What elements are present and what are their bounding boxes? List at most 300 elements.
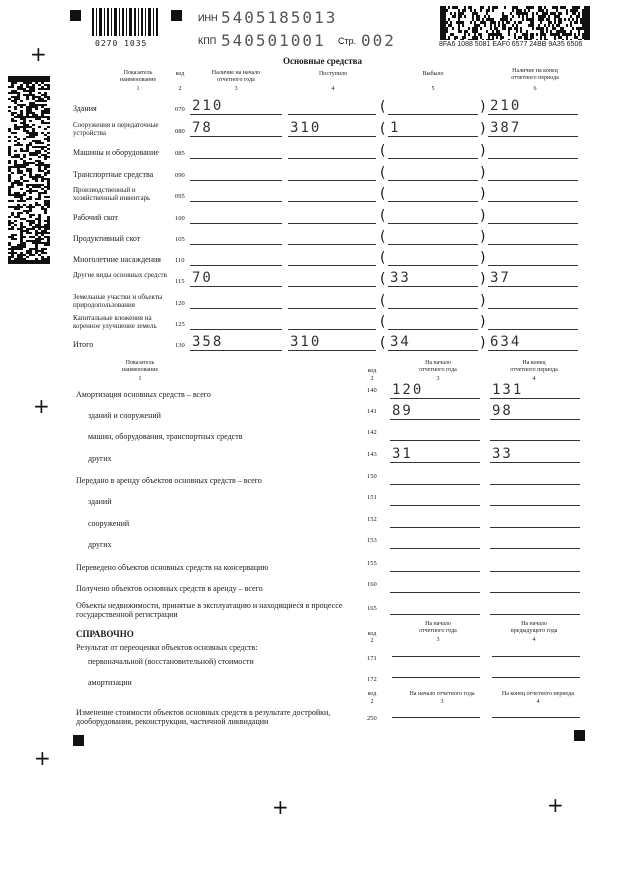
barcode-module (502, 36, 504, 39)
barcode-module (26, 198, 29, 200)
barcode-module (558, 30, 560, 33)
field-line[interactable] (388, 350, 478, 351)
barcode-module (26, 164, 29, 166)
field-line[interactable] (390, 505, 480, 506)
barcode-module (17, 248, 20, 250)
barcode-module (516, 9, 518, 12)
barcode-module (29, 88, 32, 90)
field-line[interactable] (490, 462, 580, 463)
barcode-module (11, 132, 14, 134)
barcode-module (38, 96, 41, 98)
barcode-module (520, 30, 522, 33)
close-paren: ) (480, 271, 486, 287)
barcode-module (474, 33, 476, 36)
field-line[interactable] (388, 180, 478, 181)
barcode-module (17, 244, 20, 246)
barcode-module (47, 222, 50, 224)
barcode-module (468, 27, 470, 30)
field-line[interactable] (390, 571, 480, 572)
field-line[interactable] (388, 329, 478, 330)
barcode-module (588, 9, 590, 12)
field-line[interactable] (288, 265, 376, 266)
barcode-module (568, 18, 570, 21)
barcode-module (35, 248, 38, 250)
barcode-module (544, 15, 546, 18)
field-line[interactable] (488, 350, 578, 351)
barcode-module (468, 33, 470, 36)
barcode-module (38, 176, 41, 178)
barcode-module (560, 36, 562, 39)
barcode-module (442, 39, 444, 40)
field-line[interactable] (490, 548, 580, 549)
barcode-module (38, 216, 41, 218)
barcode-module (32, 226, 35, 228)
field-line[interactable] (492, 677, 580, 678)
barcode-module (38, 118, 41, 120)
barcode-module (8, 180, 11, 182)
barcode-module (11, 226, 14, 228)
barcode-module (20, 112, 23, 114)
barcode-module (17, 204, 20, 206)
barcode-module (20, 100, 23, 102)
barcode-module (496, 30, 498, 33)
barcode-module (11, 194, 14, 196)
open-paren: ( (380, 293, 386, 309)
barcode-module (11, 260, 14, 262)
barcode-module (41, 258, 44, 260)
barcode-module (454, 36, 456, 39)
field-line[interactable] (190, 114, 282, 115)
field-line[interactable] (190, 350, 282, 351)
barcode-module (440, 15, 442, 18)
row-code: 172 (367, 676, 377, 683)
barcode-module (20, 206, 23, 208)
field-line[interactable] (488, 201, 578, 202)
barcode-module (26, 76, 29, 78)
barcode-module (20, 184, 23, 186)
barcode-module (8, 130, 11, 132)
barcode-module (14, 216, 17, 218)
barcode-module (41, 208, 44, 210)
inn-value: 5405185013 (221, 8, 338, 27)
field-line[interactable] (390, 592, 480, 593)
barcode-module (11, 100, 14, 102)
field-line[interactable] (490, 527, 580, 528)
barcode-module (472, 39, 474, 40)
barcode-module (540, 30, 542, 33)
barcode-module (14, 144, 17, 146)
barcode-module (11, 114, 14, 116)
barcode-module (32, 112, 35, 114)
barcode-module (47, 200, 50, 202)
barcode-module (474, 39, 476, 40)
field-line[interactable] (288, 223, 376, 224)
field-line[interactable] (392, 656, 480, 657)
barcode-module (41, 148, 44, 150)
barcode-module (26, 250, 29, 252)
barcode-module (486, 12, 488, 15)
barcode-module (518, 15, 520, 18)
barcode-module (448, 36, 450, 39)
field-line[interactable] (288, 286, 376, 287)
barcode-module (586, 24, 588, 27)
barcode-module (504, 27, 506, 30)
barcode-module (488, 6, 490, 9)
field-line[interactable] (288, 244, 376, 245)
field-line[interactable] (390, 462, 480, 463)
field-line[interactable] (488, 244, 578, 245)
crosshair-mark: + (33, 394, 50, 418)
barcode-module (440, 6, 442, 9)
barcode-module (17, 114, 20, 116)
barcode-module (454, 39, 456, 40)
field-line[interactable] (288, 136, 376, 137)
barcode-module (38, 142, 41, 144)
barcode-module (23, 246, 26, 248)
barcode-module (442, 36, 444, 39)
row-label: Капитальные вложения на коренное улучшение земель (73, 314, 157, 330)
field-line[interactable] (390, 440, 480, 441)
field-line[interactable] (390, 398, 480, 399)
barcode-module (11, 214, 14, 216)
barcode-module (472, 27, 474, 30)
linear-barcode (92, 8, 160, 38)
field-line[interactable] (488, 265, 578, 266)
barcode-module (462, 24, 464, 27)
barcode-module (492, 21, 494, 24)
barcode-module (29, 110, 32, 112)
row-code: 095 (175, 193, 185, 200)
barcode-module (574, 36, 576, 39)
barcode-module (17, 214, 20, 216)
barcode-module (26, 150, 29, 152)
barcode-module (17, 88, 20, 90)
barcode-module (23, 80, 26, 82)
barcode-module (442, 33, 444, 36)
barcode-module (11, 156, 14, 158)
barcode-module (38, 262, 41, 264)
field-line[interactable] (490, 571, 580, 572)
barcode-module (47, 228, 50, 230)
barcode-module (47, 236, 50, 238)
hash-code: 8FA6 1088 5081 EAF0 6577 24BB 9A35 6506 (439, 41, 583, 48)
field-line[interactable] (390, 527, 480, 528)
barcode-module (20, 224, 23, 226)
field-line[interactable] (388, 201, 478, 202)
barcode-module (14, 80, 17, 82)
barcode-module (444, 6, 446, 9)
barcode-module (32, 136, 35, 138)
barcode-module (38, 168, 41, 170)
barcode-module (29, 152, 32, 154)
barcode-module (35, 76, 38, 78)
field-line[interactable] (288, 308, 376, 309)
barcode-module (528, 24, 530, 27)
field-line[interactable] (490, 614, 580, 615)
barcode-module (11, 92, 14, 94)
barcode-module (11, 262, 14, 264)
barcode-module (38, 98, 41, 100)
field-line[interactable] (488, 329, 578, 330)
field-line[interactable] (288, 329, 376, 330)
barcode-module (41, 238, 44, 240)
barcode-module (32, 146, 35, 148)
barcode-module (514, 21, 516, 24)
barcode-module (440, 36, 442, 39)
barcode-module (47, 172, 50, 174)
barcode-module (444, 12, 446, 15)
barcode-module (38, 152, 41, 154)
barcode-module (20, 106, 23, 108)
barcode-module (44, 134, 47, 136)
barcode-module (576, 36, 578, 39)
barcode-module (23, 194, 26, 196)
field-line[interactable] (390, 484, 480, 485)
field-line[interactable] (288, 180, 376, 181)
barcode-module (23, 154, 26, 156)
barcode-module (456, 6, 458, 9)
field-line[interactable] (490, 398, 580, 399)
field-line[interactable] (390, 419, 480, 420)
barcode-module (47, 238, 50, 240)
barcode-module (586, 12, 588, 15)
field-line[interactable] (388, 223, 478, 224)
field-line[interactable] (288, 114, 376, 115)
barcode-module (47, 218, 50, 220)
barcode-module (26, 206, 29, 208)
barcode-module (20, 248, 23, 250)
barcode-module (47, 164, 50, 166)
barcode-module (470, 6, 472, 9)
field-line[interactable] (390, 548, 480, 549)
barcode-module (26, 228, 29, 230)
field-line[interactable] (488, 114, 578, 115)
row-label: других (88, 540, 112, 549)
field-line[interactable] (490, 592, 580, 593)
field-line[interactable] (488, 286, 578, 287)
barcode-module (490, 24, 492, 27)
barcode-module (41, 242, 44, 244)
row-code: 250 (367, 715, 377, 722)
barcode-module (29, 126, 32, 128)
field-line[interactable] (392, 677, 480, 678)
field-line[interactable] (488, 136, 578, 137)
barcode-module (26, 132, 29, 134)
barcode-module (44, 96, 47, 98)
barcode-module (8, 190, 11, 192)
barcode-module (17, 206, 20, 208)
revaluation-row-label: амортизации (88, 678, 132, 687)
barcode-module (520, 36, 522, 39)
barcode-module (524, 9, 526, 12)
field-line[interactable] (488, 223, 578, 224)
field-line[interactable] (190, 180, 282, 181)
field-line[interactable] (390, 614, 480, 615)
barcode-module (35, 176, 38, 178)
barcode-module (32, 206, 35, 208)
field-line[interactable] (388, 244, 478, 245)
field-line[interactable] (488, 180, 578, 181)
page-label: Стр. (338, 36, 357, 46)
barcode-module (44, 76, 47, 78)
barcode-module (47, 84, 50, 86)
barcode-module (440, 27, 442, 30)
barcode-module (17, 104, 20, 106)
field-line[interactable] (492, 717, 580, 718)
row-code: 152 (367, 516, 377, 523)
field-line[interactable] (388, 158, 478, 159)
field-line[interactable] (190, 286, 282, 287)
barcode-module (29, 136, 32, 138)
field-line[interactable] (488, 158, 578, 159)
barcode-module (500, 39, 502, 40)
barcode-module (32, 104, 35, 106)
barcode-module (462, 12, 464, 15)
field-line[interactable] (190, 329, 282, 330)
barcode-module (482, 6, 484, 9)
barcode-module (586, 6, 588, 9)
barcode-module (35, 108, 38, 110)
barcode-module (544, 12, 546, 15)
barcode-module (20, 176, 23, 178)
disposed-value: 34 (390, 334, 411, 350)
barcode-module (550, 33, 552, 36)
barcode-module (38, 192, 41, 194)
barcode-module (11, 246, 14, 248)
barcode-module (32, 248, 35, 250)
field-line[interactable] (490, 440, 580, 441)
barcode-module (522, 12, 524, 15)
barcode-module (440, 24, 442, 27)
barcode-module (32, 76, 35, 78)
field-line[interactable] (388, 286, 478, 287)
open-paren: ( (380, 208, 386, 224)
barcode-module (540, 33, 542, 36)
barcode-module (444, 30, 446, 33)
field-line[interactable] (490, 419, 580, 420)
field-line[interactable] (490, 484, 580, 485)
field-line[interactable] (190, 244, 282, 245)
barcode-module (458, 18, 460, 21)
barcode-module (556, 24, 558, 27)
barcode-module (582, 12, 584, 15)
barcode-module (546, 39, 548, 40)
barcode-module (20, 212, 23, 214)
row-label: Производственный и хозяйственный инвентарь (73, 186, 151, 202)
barcode-module (514, 36, 516, 39)
end-value: 634 (490, 334, 522, 350)
barcode-module (552, 27, 554, 30)
barcode-module (23, 204, 26, 206)
barcode-module (480, 33, 482, 36)
barcode-module (458, 9, 460, 12)
barcode-module (8, 228, 11, 230)
barcode-module (35, 134, 38, 136)
close-paren: ) (480, 229, 486, 245)
barcode-module (29, 252, 32, 254)
field-line[interactable] (288, 350, 376, 351)
field-line[interactable] (190, 136, 282, 137)
row-label: Продуктивный скот (73, 234, 141, 243)
field-line[interactable] (492, 656, 580, 657)
barcode-module (448, 39, 450, 40)
field-line[interactable] (388, 136, 478, 137)
field-line[interactable] (190, 308, 282, 309)
barcode-module (38, 242, 41, 244)
barcode-module (17, 166, 20, 168)
barcode-module (20, 258, 23, 260)
field-line[interactable] (190, 201, 282, 202)
barcode-module (47, 116, 50, 118)
field-line[interactable] (190, 223, 282, 224)
col-header-name: Показатель наименование (119, 70, 157, 83)
barcode-module (11, 82, 14, 84)
col-num: 4 (331, 86, 335, 92)
barcode-module (508, 39, 510, 40)
field-line[interactable] (288, 158, 376, 159)
barcode-module (506, 18, 508, 21)
field-line[interactable] (190, 158, 282, 159)
barcode-module (14, 90, 17, 92)
col-header-end: Наличие на конец отчетного периода (511, 68, 559, 81)
field-line[interactable] (190, 265, 282, 266)
barcode-module (20, 240, 23, 242)
barcode-module (14, 162, 17, 164)
barcode-module (532, 27, 534, 30)
barcode-module (32, 242, 35, 244)
row-label: Сооружения и передаточные устройства (73, 121, 159, 137)
barcode-module (44, 166, 47, 168)
field-line[interactable] (388, 114, 478, 115)
barcode-module (26, 84, 29, 86)
barcode-module (11, 112, 14, 114)
field-line[interactable] (288, 201, 376, 202)
barcode-module (23, 226, 26, 228)
barcode-module (532, 33, 534, 36)
barcode-module (576, 21, 578, 24)
field-line[interactable] (388, 265, 478, 266)
row-code: 125 (175, 321, 185, 328)
field-line[interactable] (392, 717, 480, 718)
barcode-module (586, 15, 588, 18)
barcode-module (446, 21, 448, 24)
barcode-module (23, 230, 26, 232)
col-num: 5 (431, 86, 435, 92)
barcode-module (38, 146, 41, 148)
barcode-module (47, 184, 50, 186)
barcode-module (38, 80, 41, 82)
barcode-module (8, 260, 11, 262)
barcode-module (464, 36, 466, 39)
barcode-module (538, 27, 540, 30)
field-line[interactable] (490, 505, 580, 506)
barcode-module (23, 236, 26, 238)
barcode-module (35, 160, 38, 162)
field-line[interactable] (488, 308, 578, 309)
barcode-module (468, 6, 470, 9)
barcode-module (572, 18, 574, 21)
barcode-module (584, 36, 586, 39)
barcode-module (47, 86, 50, 88)
barcode-module (32, 184, 35, 186)
field-line[interactable] (388, 308, 478, 309)
barcode-module (47, 108, 50, 110)
barcode-module (502, 24, 504, 27)
barcode-module (528, 18, 530, 21)
barcode-module (11, 120, 14, 122)
barcode-module (586, 18, 588, 21)
barcode-module (17, 138, 20, 140)
